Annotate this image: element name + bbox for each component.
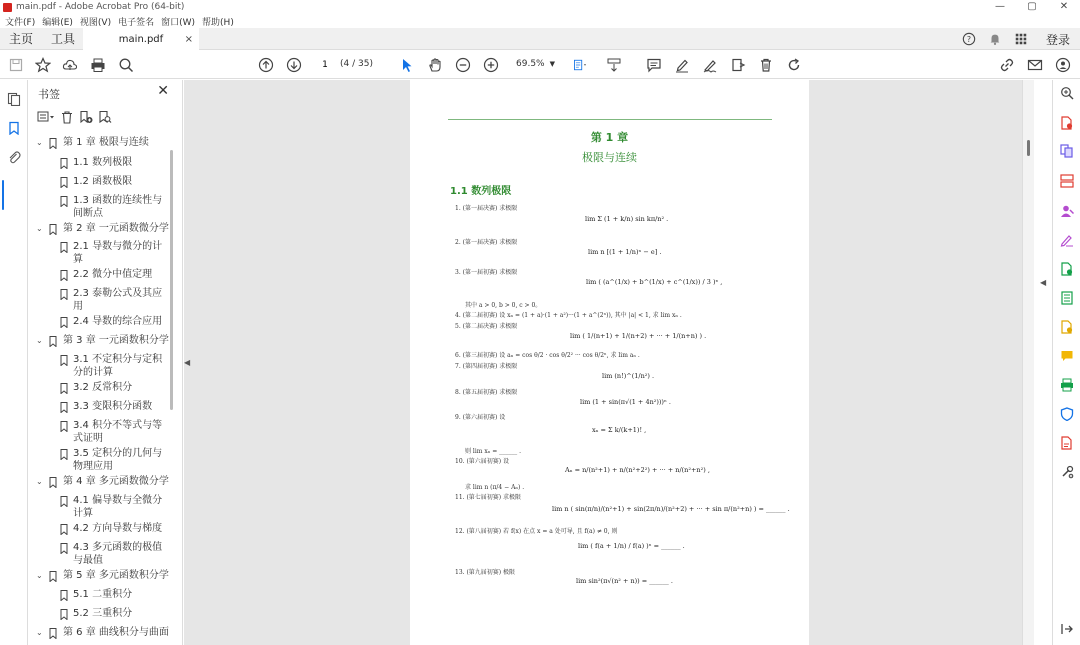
question-text: 5. (第二届决赛) 求极限 [455,323,518,330]
bookmark-label: 1.2 函数极限 [73,176,133,187]
bookmark-icon [60,402,68,413]
bookmark-label: 用 [73,301,83,312]
question-formula: lim (n!)^(1/n²) . [602,372,655,380]
question-text: 求 lim n (π/4 − Aₙ) . [465,484,525,491]
bookmark-item[interactable] [29,354,175,368]
document-tab-label: main.pdf [118,33,164,45]
bookmark-icon [60,609,68,620]
bookmark-icon [60,383,68,394]
organize-icon[interactable] [730,56,746,73]
question-formula: lim (1 + sin(π√(1 + 4n²)))ⁿ . [580,398,671,406]
bookmark-label: 第 4 章 多元函数微分学 [63,476,169,487]
bookmark-icon [60,158,68,169]
hand-tool-icon[interactable] [427,56,443,73]
question-text: 其中 a > 0, b > 0, c > 0。 [465,302,542,309]
panel-title: 书签 [38,88,60,101]
question-text: 11. (第七届初赛) 求极限 [455,494,522,501]
rail-scroll-indicator [2,180,4,210]
bookmark-item [29,301,175,315]
menu-file[interactable]: 文件(F) [5,17,36,28]
bookmark-icon [60,242,68,253]
minimize-button[interactable]: — [995,1,1005,12]
bookmark-item[interactable] [29,288,175,302]
account-search-icon[interactable] [1055,56,1071,73]
left-navigation-rail [0,80,28,645]
bookmark-item[interactable] [29,627,175,641]
protect-icon[interactable] [1060,407,1074,421]
bookmark-item [29,208,175,222]
bookmark-label: 5.2 三重积分 [73,608,133,619]
bookmark-label: 2.4 导数的综合应用 [73,316,163,327]
bookmark-label: 3.2 反常积分 [73,382,133,393]
bookmark-item[interactable] [29,137,175,151]
bookmark-item [29,461,175,475]
question-formula: lim n [(1 + 1/n)ⁿ − e] . [588,248,662,256]
bookmark-item[interactable] [29,176,175,190]
close-window-button[interactable]: ✕ [1059,1,1069,12]
bookmark-item[interactable] [29,401,175,415]
bookmark-icon [49,138,57,149]
bookmark-label: 第 6 章 曲线积分与曲面 [63,627,169,638]
pdf-page [410,80,809,645]
bookmark-label: 3.5 定积分的几何与 [73,448,163,459]
collapse-right-panel-icon[interactable]: ◀ [1040,278,1047,287]
question-text: 6. (第三届初赛) 设 aₙ = cos θ/2 · cos θ/2² ··· cos θ/2ⁿ, 求 lim aₙ . [455,352,640,359]
combine-files-icon[interactable] [1060,144,1074,158]
edit-pdf-icon[interactable] [1060,320,1074,334]
share-link-icon[interactable] [999,56,1015,73]
more-tools-icon[interactable] [1060,465,1074,479]
upload-cloud-icon[interactable] [62,56,78,73]
help-icon[interactable] [962,32,976,46]
bookmark-item[interactable] [29,269,175,283]
expand-rail-icon[interactable] [1060,622,1074,636]
bookmark-icon [60,289,68,300]
bookmark-label: 物理应用 [73,461,113,472]
question-formula: Aₙ = n/(n²+1) + n/(n²+2²) + ··· + n/(n²+n²) , [565,466,710,474]
bookmark-icon [49,571,57,582]
highlight-pen-icon[interactable] [674,56,690,73]
bookmark-icon [49,336,57,347]
search-icon[interactable] [118,56,134,73]
bookmark-label: 2.2 微分中值定理 [73,269,153,280]
zoom-select[interactable] [511,56,557,73]
bookmark-label: 算 [73,254,83,265]
fill-sign-icon[interactable] [1060,233,1074,247]
bookmark-item [29,508,175,522]
login-button[interactable]: 登录 [1045,32,1070,47]
save-icon[interactable] [8,56,24,73]
organize-pages-icon[interactable] [1060,174,1074,188]
bookmark-label: 5.1 二重积分 [73,589,133,600]
bookmark-icon [60,270,68,281]
bookmark-tools [37,110,112,126]
bookmark-item[interactable] [29,316,175,330]
bookmark-item [29,555,175,569]
comment-icon[interactable] [646,56,662,73]
tabbar-right [962,28,1070,50]
zoom-out-icon[interactable] [455,56,471,73]
zoom-value: 69.5% [516,59,545,69]
tab-bar [0,28,1080,50]
find-bookmark-icon[interactable] [98,110,112,127]
bookmark-label: 计算 [73,508,93,519]
bookmark-label: 间断点 [73,208,103,219]
question-text: 12. (第八届初赛) 若 f(x) 在点 x = a 处可导, 且 f(a) ≠ 0, 则 [455,528,618,535]
menu-window[interactable]: 窗口(W) [161,17,196,28]
chevron-down-icon[interactable]: ⌄ [36,336,43,345]
main-toolbar [0,50,1080,79]
bookmark-icon [60,496,68,507]
chevron-down-icon[interactable]: ⌄ [36,224,43,233]
question-text: 1. (第一届决赛) 求极限 [455,205,518,212]
chevron-down-icon: ▼ [549,60,555,68]
bookmark-item [29,433,175,447]
right-tools-rail [1052,80,1080,645]
question-formula: lim ( f(a + 1/n) / f(a) )ⁿ = ______ . [578,542,685,550]
attachments-icon[interactable] [7,150,21,164]
question-formula: lim Σ (1 + k/n) sin kπ/n² . [585,215,669,223]
bookmark-label: 3.3 变限积分函数 [73,401,153,412]
bookmark-icon [60,196,68,207]
zoom-in-icon[interactable] [483,56,499,73]
question-text: 13. (第九届初赛) 极限 [455,569,516,576]
question-formula: lim ( 1/(n+1) + 1/(n+2) + ··· + 1/(n+n) ) . [570,332,707,340]
bookmark-item[interactable] [29,335,175,349]
bookmark-item[interactable] [29,608,175,622]
bookmark-item[interactable] [29,542,175,556]
bookmark-item[interactable] [29,448,175,462]
bookmark-icon [49,477,57,488]
create-pdf-icon[interactable] [1060,116,1074,130]
star-icon[interactable] [35,56,51,73]
zoom-search-icon[interactable] [1060,86,1074,100]
bookmark-item[interactable] [29,523,175,537]
bookmark-label: 4.3 多元函数的极值 [73,542,163,553]
bell-icon[interactable] [988,32,1002,46]
select-cursor-icon[interactable] [399,56,415,73]
bookmark-item[interactable] [29,495,175,509]
bookmark-label: 1.1 数列极限 [73,157,133,168]
sign-icon[interactable] [702,56,718,73]
chevron-down-icon[interactable]: ⌄ [36,628,43,637]
chevron-down-icon[interactable]: ⌄ [36,477,43,486]
window-titlebar [0,0,1080,14]
bookmark-icon [60,449,68,460]
bookmark-label: 式证明 [73,433,103,444]
bookmark-item[interactable] [29,420,175,434]
question-text: 8. (第五届初赛) 求极限 [455,389,518,396]
bookmark-item[interactable] [29,223,175,237]
bookmark-label: 第 3 章 一元函数积分学 [63,335,169,346]
page-thumbnails-icon[interactable] [7,92,21,106]
menu-view[interactable]: 视图(V) [79,17,112,28]
question-text: 则 lim xₙ = ______ . [465,448,521,455]
bookmark-item[interactable] [29,241,175,255]
bookmark-item[interactable] [29,476,175,490]
document-viewport [184,80,1034,645]
bookmark-icon [60,355,68,366]
bookmark-item[interactable] [29,589,175,603]
question-formula: lim n ( sin(π/n)/(n²+1) + sin(2π/n)/(n²+2) + ··· + sin π/(n²+n) ) = ______ . [552,505,790,513]
question-formula: lim sin²(π√(n² + n)) = ______ . [576,577,673,585]
document-scrollbar[interactable] [1022,80,1034,645]
menu-bar [0,14,1080,28]
section-title: 1.1 数列极限 [450,186,512,197]
menu-help[interactable]: 帮助(H) [202,17,234,28]
question-formula: xₙ = Σ k/(k+1)! , [592,426,647,434]
bookmark-label: 第 5 章 多元函数积分学 [63,570,169,581]
bookmark-label: 分的计算 [73,367,113,378]
apps-grid-icon[interactable] [1014,32,1028,46]
compress-icon[interactable] [1060,291,1074,305]
bookmark-label: 第 1 章 极限与连续 [63,137,149,148]
rotate-icon[interactable] [786,56,802,73]
bookmark-label: 2.3 泰勒公式及其应 [73,288,163,299]
bookmark-label: 3.1 不定积分与定积 [73,354,163,365]
scroll-thumb[interactable] [1027,140,1030,156]
bookmark-label: 与最值 [73,555,103,566]
menu-edit[interactable]: 编辑(E) [42,17,73,28]
print-icon[interactable] [90,56,106,73]
request-signatures-icon[interactable] [1060,204,1074,218]
bookmark-label: 4.1 偏导数与全微分 [73,495,163,506]
tab-document[interactable] [83,28,199,50]
options-menu-icon[interactable] [37,110,55,127]
bookmark-icon [49,224,57,235]
chevron-down-icon[interactable]: ⌄ [36,571,43,580]
tab-tools[interactable]: 工具 [51,32,76,46]
pdf-document-icon[interactable] [1060,436,1074,450]
bookmark-icon [60,421,68,432]
print-production-icon[interactable] [1060,378,1074,392]
bookmark-item[interactable] [29,382,175,396]
question-text: 10. (第六届初赛) 设 [455,458,510,465]
question-text: 4. (第二届初赛) 设 xₙ = (1 + a)·(1 + a²)···(1 + a^(2ⁿ)), 其中 |a| < 1, 求 lim xₙ . [455,312,682,319]
bookmark-label: 1.3 函数的连续性与 [73,195,163,206]
close-panel-icon[interactable]: ✕ [157,83,169,99]
export-pdf-icon[interactable] [1060,262,1074,276]
previous-page-icon[interactable] [258,56,274,73]
bookmark-item[interactable] [29,570,175,584]
bookmark-label: 4.2 方向导数与梯度 [73,523,163,534]
email-icon[interactable] [1027,56,1043,73]
page-display-icon[interactable] [570,56,592,73]
bookmark-icon [60,524,68,535]
page-count: (4 / 35) [340,59,373,69]
svg-text:?: ? [966,35,972,45]
delete-bookmark-icon[interactable] [60,110,74,127]
question-text: 3. (第一届初赛) 求极限 [455,269,518,276]
comment-tool-icon[interactable] [1060,349,1074,363]
question-text: 9. (第六届初赛) 设 [455,414,506,421]
bookmark-item[interactable] [29,195,175,209]
panel-scrollbar[interactable] [170,150,173,410]
new-bookmark-icon[interactable] [79,110,93,127]
window-controls [984,0,1080,14]
tab-home[interactable]: 主页 [9,32,34,46]
chapter-title: 极限与连续 [582,151,637,164]
bookmark-item[interactable] [29,157,175,171]
bookmarks-icon[interactable] [7,121,21,135]
chapter-rule [448,119,772,120]
bookmark-item [29,254,175,268]
close-tab-icon[interactable]: × [184,33,193,45]
maximize-button[interactable]: ▢ [1027,1,1037,12]
acrobat-app-icon [3,3,12,12]
bookmark-label: 第 2 章 一元函数微分学 [63,223,169,234]
bookmark-icon [60,177,68,188]
bookmark-label: 3.4 积分不等式与等 [73,420,163,431]
next-page-icon[interactable] [286,56,302,73]
collapse-left-panel-icon[interactable]: ◀ [184,358,191,367]
question-formula: lim ( (a^(1/x) + b^(1/x) + c^(1/x)) / 3 )ˣ , [586,278,723,286]
bookmark-label: 2.1 导数与微分的计 [73,241,163,252]
bookmark-icon [60,590,68,601]
bookmark-item [29,367,175,381]
bookmark-icon [60,317,68,328]
question-text: 7. (第四届初赛) 求极限 [455,363,518,370]
page-number-input[interactable] [313,56,337,73]
scroll-mode-icon[interactable] [606,56,622,73]
bookmarks-panel [29,80,183,645]
question-text: 2. (第一届决赛) 求极限 [455,239,518,246]
bookmark-icon [60,543,68,554]
menu-esign[interactable]: 电子签名 [118,17,155,28]
delete-icon[interactable] [758,56,774,73]
chevron-down-icon[interactable]: ⌄ [36,138,43,147]
window-title: main.pdf - Adobe Acrobat Pro (64-bit) [16,2,185,12]
chapter-number: 第 1 章 [590,131,629,144]
bookmark-icon [49,628,57,639]
